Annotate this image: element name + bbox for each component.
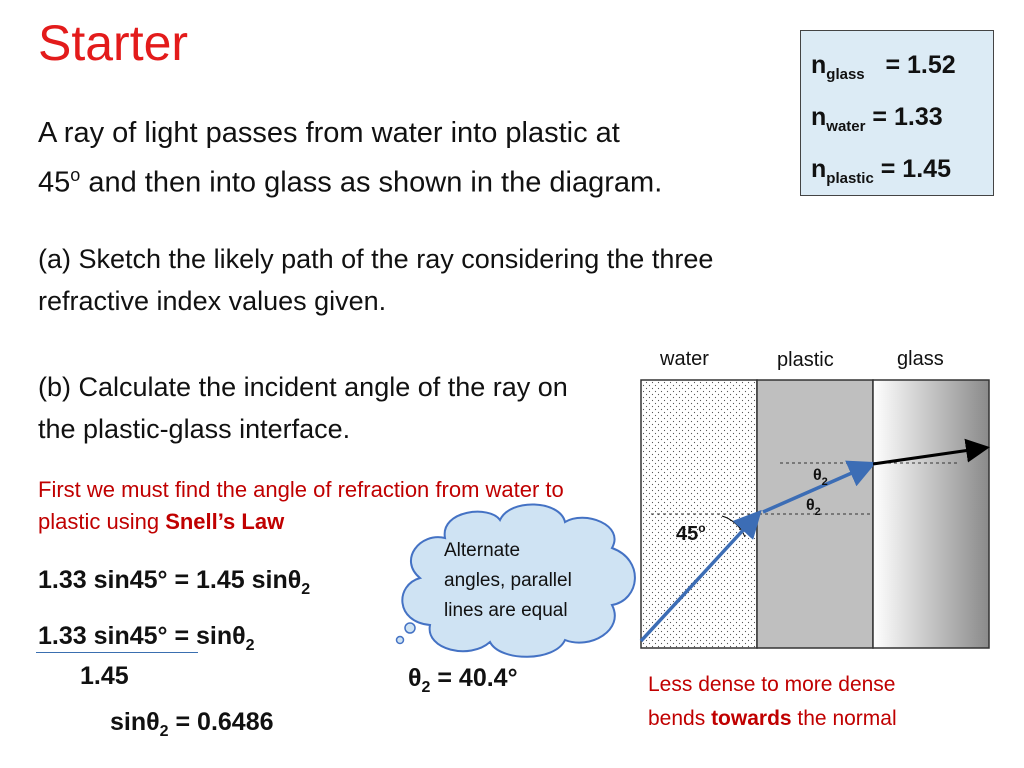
final-angle-sub: 2 bbox=[421, 679, 431, 696]
index-symbol: n bbox=[811, 155, 827, 183]
intro-angle: 45 bbox=[38, 166, 71, 199]
intro-line-1: A ray of light passes from water into plastic at bbox=[38, 117, 620, 149]
index-medium: plastic bbox=[826, 170, 874, 187]
cloud-line: Alternate bbox=[444, 540, 521, 561]
equation-denominator: 1.45 bbox=[80, 662, 129, 690]
intro-degree-sup: o bbox=[70, 165, 81, 185]
medium-label-glass: glass bbox=[897, 348, 944, 370]
slide-title: Starter bbox=[38, 15, 189, 71]
question-part-b: (b) Calculate the incident angle of the ray on the plastic-glass interface. bbox=[38, 372, 568, 444]
hint-emphasis: Snell’s Law bbox=[165, 509, 285, 534]
conclusion-emphasis: towards bbox=[711, 707, 792, 730]
index-value: = 1.33 bbox=[872, 103, 943, 131]
equation-sine-prefix: sinθ bbox=[110, 708, 160, 736]
hint-body: First we must find the angle of refraction from water to plastic using bbox=[38, 477, 564, 534]
conclusion-line-2 bbox=[648, 702, 988, 736]
index-medium: water bbox=[826, 118, 866, 135]
equation-snell-main: 1.33 sin45° = 1.45 sinθ bbox=[38, 566, 302, 594]
cloud-text bbox=[444, 536, 614, 626]
theta2-label-upper: $\theta_2$ bbox=[813, 467, 828, 488]
conclusion-suffix: the normal bbox=[791, 707, 897, 730]
equation-sine-sub: 2 bbox=[159, 723, 169, 740]
index-medium: glass bbox=[826, 66, 865, 83]
index-value: = 1.45 bbox=[880, 155, 951, 183]
index-value: = 1.52 bbox=[885, 51, 956, 79]
cloud-line: lines are equal bbox=[444, 600, 568, 621]
equation-sine-result: = 0.6486 bbox=[175, 708, 274, 736]
equation-snell-sub: 2 bbox=[301, 581, 311, 598]
medium-label-water: water bbox=[660, 348, 709, 370]
final-angle-value: = 40.4° bbox=[437, 664, 518, 692]
conclusion-text bbox=[648, 668, 988, 736]
cloud-line: angles, parallel bbox=[444, 570, 572, 591]
medium-label-plastic: plastic bbox=[777, 349, 834, 371]
index-symbol: n bbox=[811, 103, 827, 131]
theta2-label-lower: $\theta_2$ bbox=[806, 497, 821, 518]
final-angle-prefix: θ bbox=[408, 664, 422, 692]
glass-region bbox=[873, 380, 989, 648]
equation-rearranged-sub: 2 bbox=[245, 637, 255, 654]
conclusion-prefix: bends bbox=[648, 707, 712, 730]
index-symbol: n bbox=[811, 51, 827, 79]
equation-rearranged-main: 1.33 sin45° = sinθ bbox=[38, 622, 246, 650]
question-part-a: (a) Sketch the likely path of the ray considering the three refractive index values given. bbox=[38, 244, 714, 316]
conclusion-line-1: Less dense to more dense bbox=[648, 673, 896, 696]
incident-angle-label: 45$^o$ bbox=[676, 521, 706, 545]
intro-line-2: and then into glass as shown in the diagram. bbox=[80, 166, 663, 199]
